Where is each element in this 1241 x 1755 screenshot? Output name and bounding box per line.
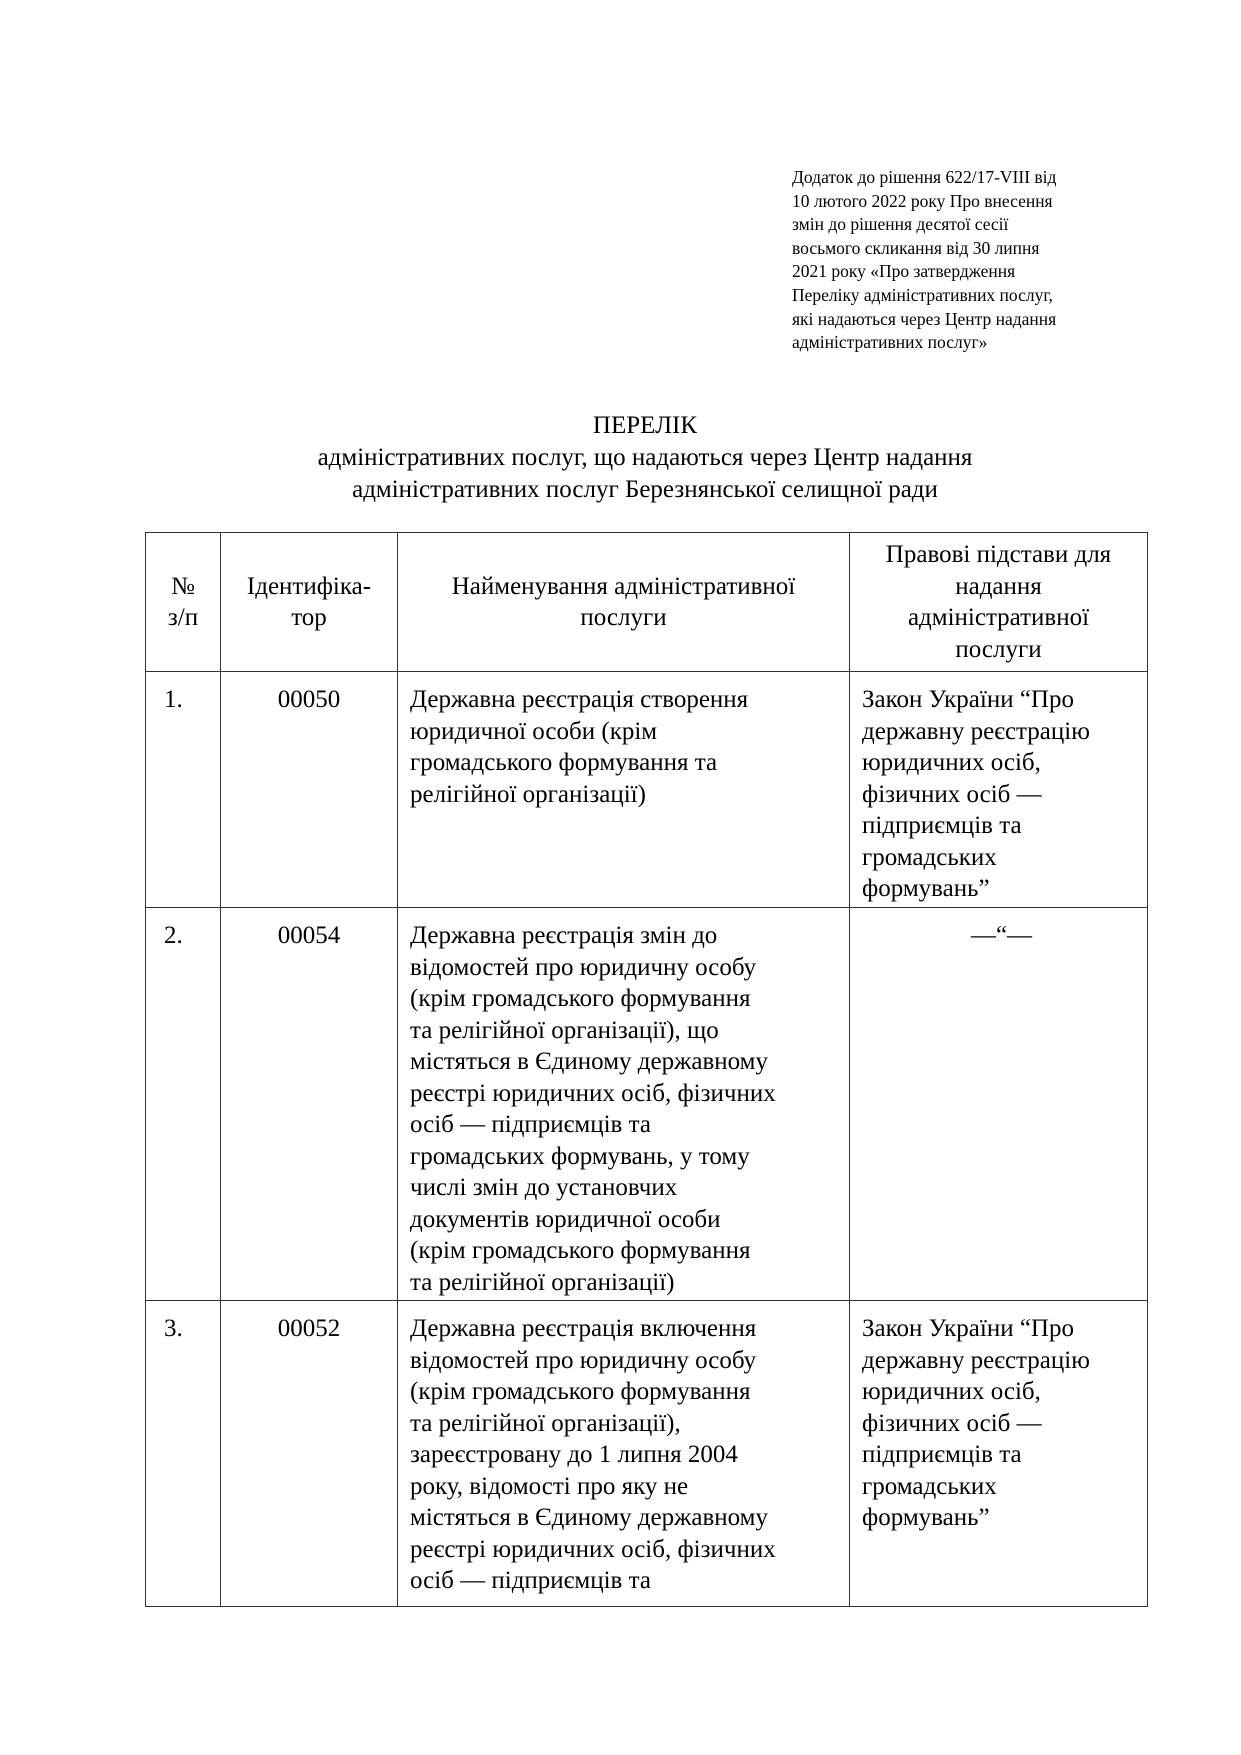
row-identifier: 00050 (221, 672, 398, 908)
services-table (145, 532, 1148, 1607)
table-row (146, 908, 1148, 1301)
table-header-row (146, 533, 1148, 672)
row-number: 1. (146, 672, 221, 908)
row-identifier: 00054 (221, 908, 398, 1301)
title-line: адміністративних послуг, що надаються через Центр надання (317, 444, 973, 471)
table-row (146, 1301, 1148, 1607)
annex-line: які надаються через Центр надання (792, 308, 1057, 329)
row-service-name: Державна реєстрація змін до відомостей про юридичну особу (крім громадського формування та релігійної організації), що містяться в Єдиному державному реєстрі юридичних осіб, фізичних осіб — підприємців та громадських формувань, у тому числі змін до установчих документів юридичної особи (крім громадського формування та релігійної організації) (398, 908, 850, 1301)
annex-note (792, 166, 1122, 355)
annex-line: Переліку адміністративних послуг, (792, 284, 1053, 305)
header-legal-basis: Правові підстави для надання адміністративної послуги (850, 533, 1148, 672)
annex-line: восьмого скликання від 30 липня (792, 237, 1040, 258)
annex-line: змін до рішення десятої сесії (792, 214, 1009, 235)
row-number: 2. (146, 908, 221, 1301)
row-legal-basis: Закон України “Про державну реєстрацію юридичних осіб, фізичних осіб — підприємців та громадських формувань” (850, 1301, 1148, 1607)
title-heading: ПЕРЕЛІК (592, 412, 698, 439)
header-service-name: Найменування адміністративної послуги (398, 533, 850, 672)
annex-line: Додаток до рішення 622/17-VIII від (792, 167, 1057, 187)
document-title (0, 410, 1241, 506)
header-identifier: Ідентифіка- тор (221, 533, 398, 672)
row-service-name: Державна реєстрація створення юридичної особи (крім громадського формування та релігійної організації) (398, 672, 850, 908)
annex-line: 10 лютого 2022 року Про внесення (792, 190, 1053, 211)
row-number: 3. (146, 1301, 221, 1607)
annex-line: 2021 року «Про затвердження (792, 261, 1016, 282)
row-legal-basis: —“— (850, 908, 1148, 1301)
title-line: адміністративних послуг Березнянської селищної ради (352, 476, 938, 503)
row-service-name: Державна реєстрація включення відомостей про юридичну особу (крім громадського формування та релігійної організації), зареєстровану до 1 липня 2004 року, відомості про яку не містяться в Єдиному державному реєстрі юридичних осіб, фізичних осіб — підприємців та (398, 1301, 850, 1607)
header-number: № з/п (146, 533, 221, 672)
row-legal-basis: Закон України “Про державну реєстрацію юридичних осіб, фізичних осіб — підприємців та громадських формувань” (850, 672, 1148, 908)
row-identifier: 00052 (221, 1301, 398, 1607)
annex-line: адміністративних послуг» (792, 332, 988, 353)
table-row (146, 672, 1148, 908)
